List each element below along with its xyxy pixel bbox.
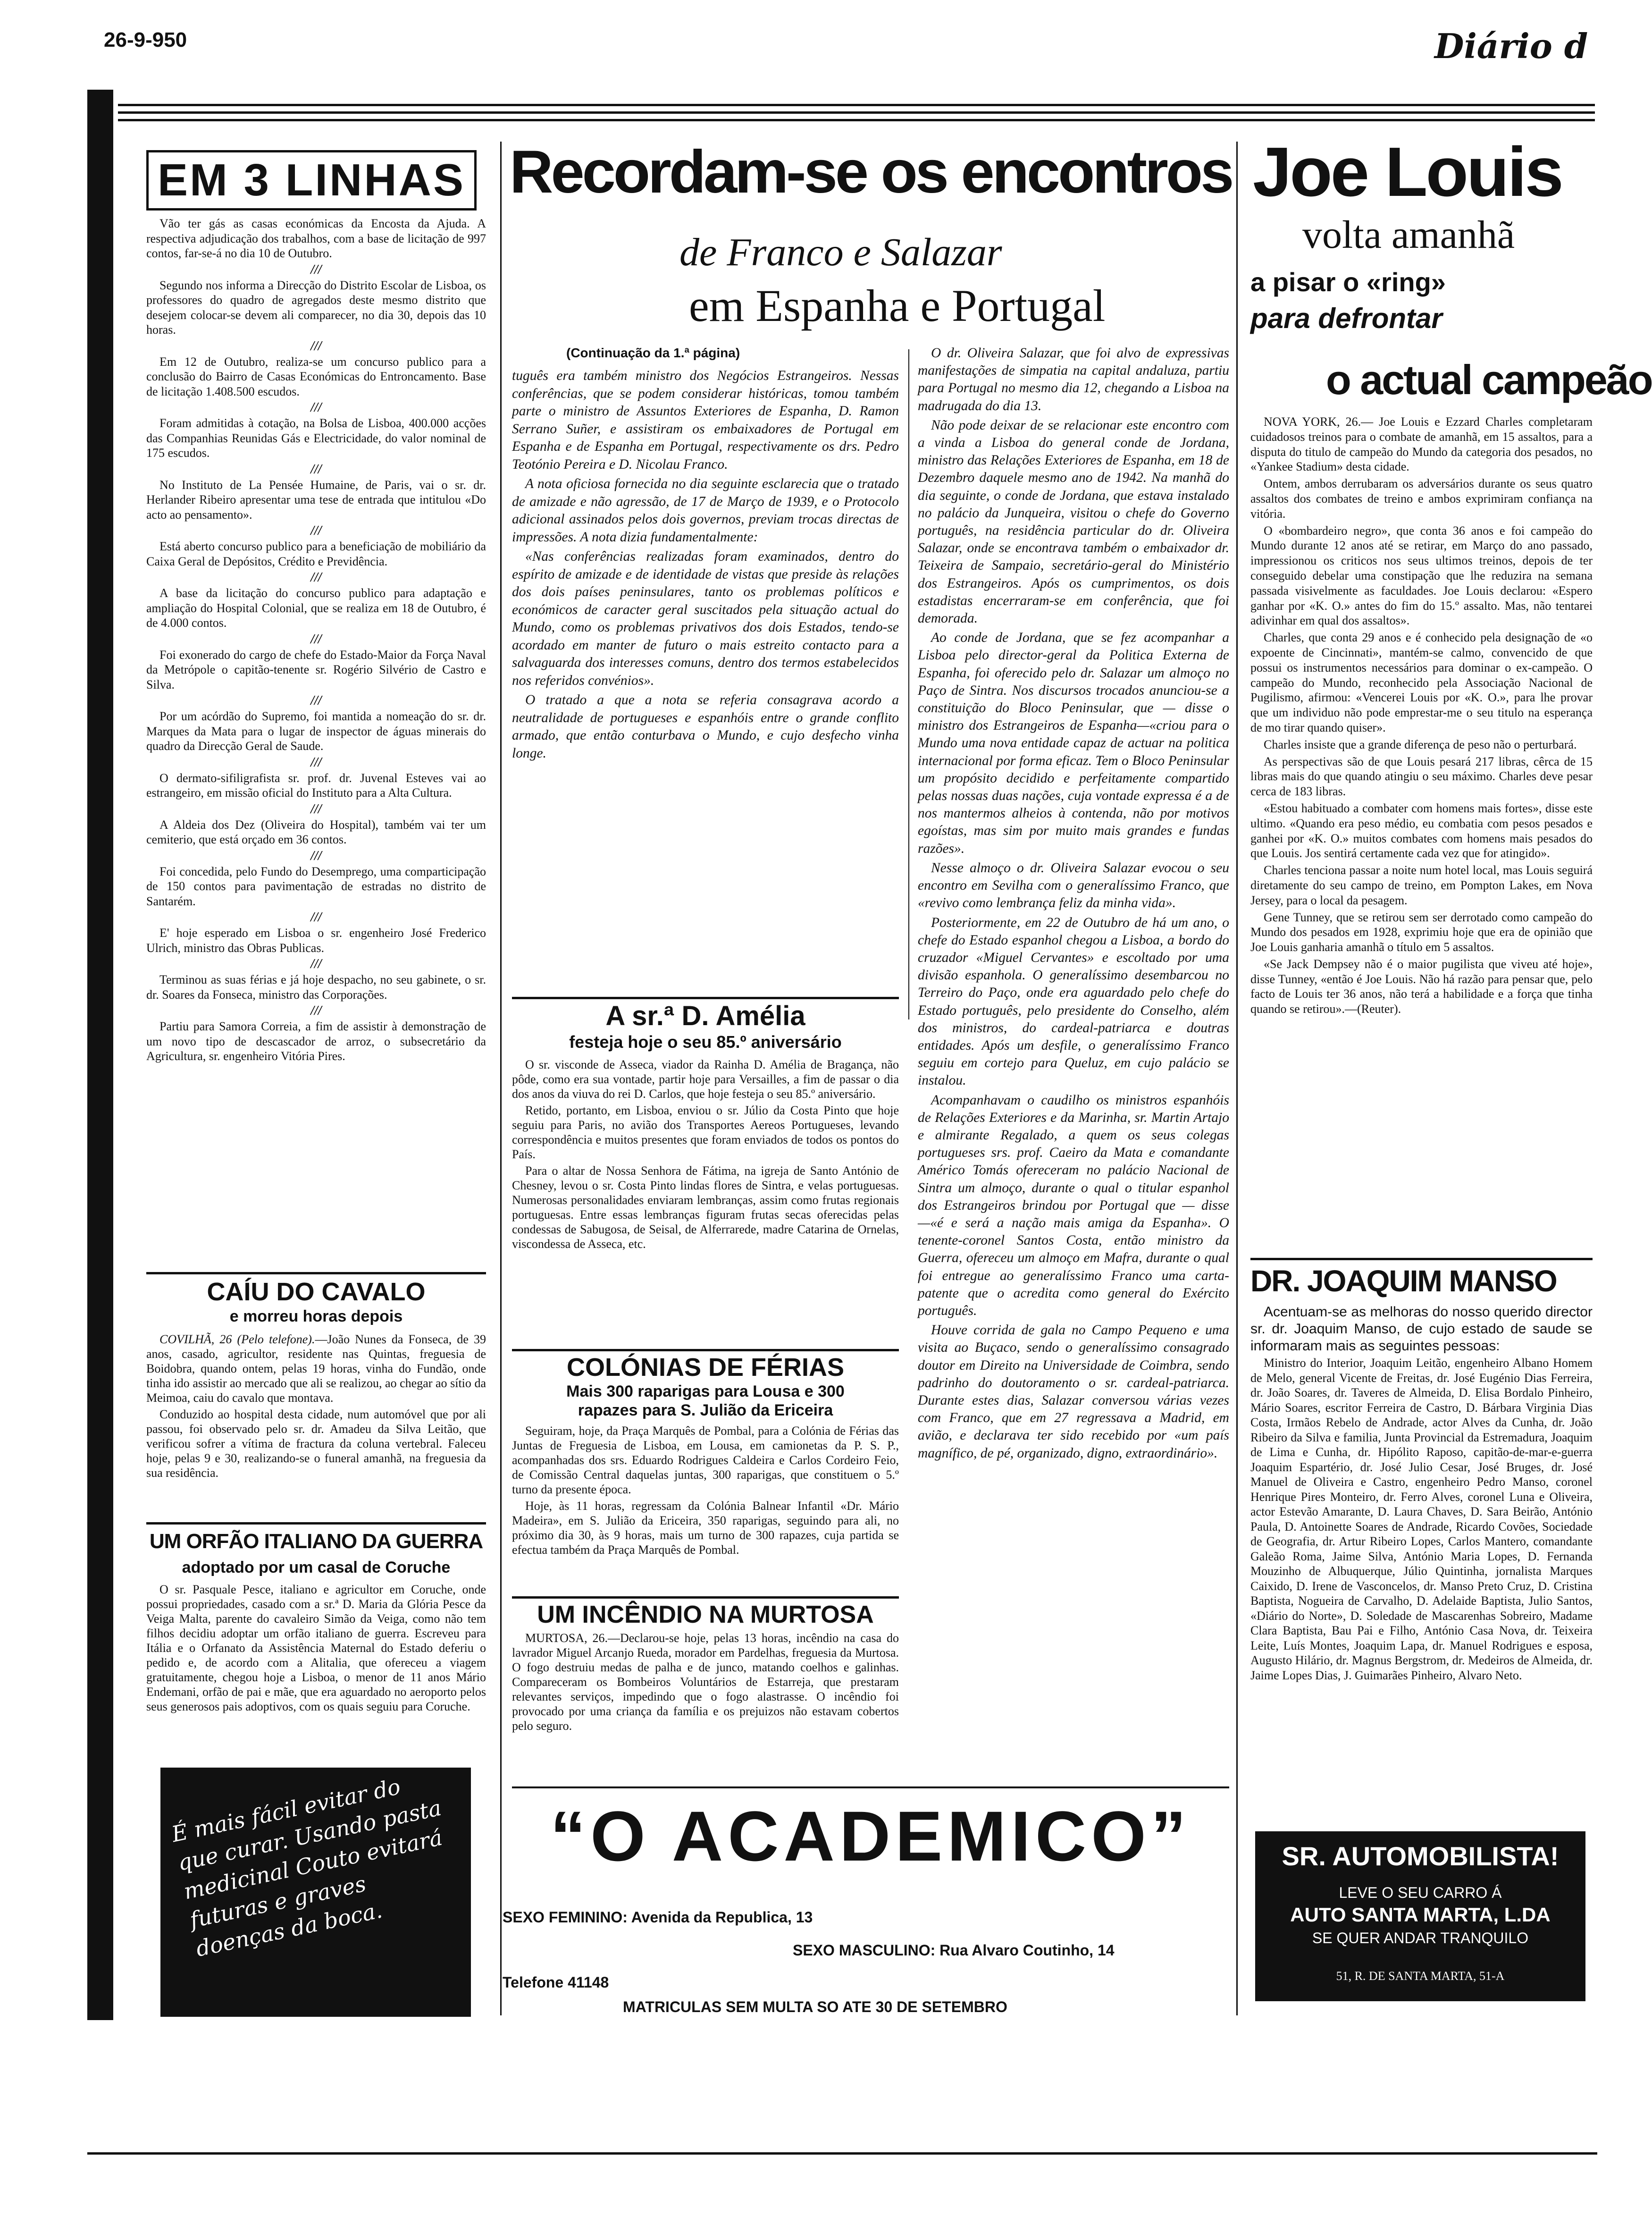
news-item: A base da licitação do concurso publico para adaptação e ampliação do Hospital Colonial, que se realiza em 18 de Outubro, é de 4.000 contos. bbox=[146, 586, 486, 630]
news-item: Por um acórdão do Supremo, foi mantida a nomeação do sr. dr. Marques da Mata para o lugar de inspector de águas minerais do quadro da Direcção Geral de Saude. bbox=[146, 709, 486, 753]
academico-rule-top bbox=[512, 1786, 1229, 1788]
joe-louis-sub-2: a pisar o «ring» bbox=[1250, 267, 1446, 297]
orfao-rule-top bbox=[146, 1522, 486, 1525]
news-item: Segundo nos informa a Direcção do Distrito Escolar de Lisboa, os professores do quadro de agregados deste mesmo distrito que desejem colocar-se devem ali comparecer, no dia 30, depois das 10 horas. bbox=[146, 278, 486, 337]
joe-louis-text-9: Gene Tunney, que se retirou sem ser derrotado como campeão do Mundo dos pesados em 1928, exprimiu hoje que era de opinião que Joe Louis ganharia amanhã o título em 5 assaltos. bbox=[1250, 910, 1593, 954]
news-item: Está aberto concurso publico para a beneficiação de mobiliário da Caixa Geral de Depósitos, Crédito e Previdência. bbox=[146, 539, 486, 568]
separator: /// bbox=[310, 848, 322, 863]
article-b-p2: Não pode deixar de se relacionar este encontro com a vinda a Lisboa do general conde de Jordana, ministro das Relações Exteriores de Espanha, em 18 de Dezembro daquele mesmo ano de 1942. Na manhã do dia seguinte, o conde de Jordana, que estava instalado no palácio da Junqueira, visitou o chefe do Governo português, na residência particular do dr. Oliveira Salazar, onde se encontrava também o embaixador dr. Teixeira de Sampaio, secretário-geral do Ministério dos Estrangeiros. Após os cumprimentos, os dois estadistas encerraram-se em conferência, que foi demorada. bbox=[918, 417, 1229, 626]
separator: /// bbox=[310, 523, 322, 538]
academico-telefone: Telefone 41148 bbox=[503, 1974, 609, 1991]
caiu-dateline: COVILHÃ, 26 (Pelo telefone). bbox=[159, 1332, 315, 1346]
colonias-text-2: Hoje, às 11 horas, regressam da Colónia Balnear Infantil «Dr. Mário Madeira», em S. Julião da Ericeira, 350 raparigas, seguindo para ali, no próximo dia 30, às 9 horas, mais um turno de 300 rapazes, cuja partida se efectua também da Praça Marquês de Pombal. bbox=[512, 1499, 899, 1557]
news-item: Foi exonerado do cargo de chefe do Estado-Maior da Força Naval da Metrópole o capitão-tenente sr. Rogério Silvério de Castro e Silva. bbox=[146, 648, 486, 691]
article-a-p1: tuguês era também ministro dos Negócios Estrangeiros. Nessas conferências, que se podem considerar históricas, tomou também parte o ministro de Assuntos Exteriores de Espanha, D. Ramon Serrano Suñer, e assistiram os embaixadores de Portugal em Espanha e de Espanha em Portugal, respectivamente os drs. Pedro Teotónio Pereira e D. Nicolau Franco. bbox=[512, 368, 899, 472]
news-item: A Aldeia dos Dez (Oliveira do Hospital), também vai ter um cemiterio, que está orçado em 36 contos. bbox=[146, 817, 486, 846]
em-3-linhas-column bbox=[146, 216, 486, 1066]
auto-ad-line-4: 51, R. DE SANTA MARTA, 51-A bbox=[1336, 1969, 1505, 1983]
joe-louis-text-5: Charles insiste que a grande diferença de peso não o perturbará. bbox=[1264, 737, 1577, 751]
academico-feminino: SEXO FEMININO: Avenida da Republica, 13 bbox=[503, 1909, 813, 1926]
amelia-text-1: O sr. visconde de Asseca, viador da Rainha D. Amélia de Bragança, não pôde, como era sua vontade, partir hoje para Versailles, a fim de passar o dia dos anos da viuva do rei D. Carlos, que hoje festeja o seu 85.º aniversário. bbox=[512, 1058, 899, 1101]
em-3-linhas-header bbox=[146, 150, 477, 211]
academico-masculino: SEXO MASCULINO: Rua Alvaro Coutinho, 14 bbox=[793, 1942, 1115, 1959]
academico-title: “O ACADEMICO” bbox=[550, 1796, 1191, 1876]
separator: /// bbox=[310, 1003, 322, 1018]
article-b-p6: Acompanhavam o caudilho os ministros espanhóis de Relações Exteriores e da Marinha, sr. Martin Artajo e almirante Regalado, a quem os seus colegas portugueses srs. prof. Caeiro da Mata e comandante Américo Tomás ofereceram no palácio Nacional de Sintra um almoço, durante o qual o titular espanhol dos Estrangeiros brindou por Portugal que — disse—«é e será a nação mais amiga da Espanha». O tenente-coronel Santos Costa, então ministro da Guerra, ofereceu um almoço em Mafra, durante o qual foi entregue ao generalíssimo Franco uma carta-patente que o acredita como general do Exército português. bbox=[918, 1092, 1229, 1318]
manso-intro-text: Acentuam-se as melhoras do nosso querido director sr. dr. Joaquim Manso, de cujo estado de saude se informaram mais as seguintes pessoas: bbox=[1250, 1304, 1593, 1354]
article-b-p5: Posteriormente, em 22 de Outubro de há um ano, o chefe do Estado espanhol chegou a Lisboa, a bordo do cruzador «Miguel Cervantes» e escoltado por uma divisão espanhola. O generalíssimo desembarcou no Terreiro do Paço, onde era aguardado pelo chefe do Estado português, pelo presidente do Conselho, além dos ministros, do cardeal-patriarca e doutras entidades. Após um desfile, o generalíssimo Franco seguiu em cortejo para Queluz, em cujo palácio se instalou. bbox=[918, 915, 1229, 1088]
left-margin-bar bbox=[87, 90, 113, 2020]
page-date: 26-9-950 bbox=[104, 28, 187, 51]
article-b-p3: Ao conde de Jordana, que se fez acompanhar a Lisboa pelo director-geral da Politica Externa de Espanha, foi oferecido pelo dr. Salazar um almoço no Paço de Sintra. Nos discursos trocados anunciou-se a constituição do Bloco Peninsular, que — disse o ministro dos Estrangeiros de Espanha—«criou para o Mundo uma nova entidade capaz de actuar na politica internacional por forma eficaz. Tem o Bloco Peninsular um propósito decidido e perfeitamente compartido pelas nossas duas nações, cuja vontade expressa é a de nos mantermos alheios à contenda, não por motivos egoístas, mas sim por muito mais grandes e fundas razões». bbox=[918, 630, 1229, 856]
news-item: Em 12 de Outubro, realiza-se um concurso publico para a conclusão do Bairro de Casas Económicas do Entroncamento. Base de licitação 1.408.500 escudos. bbox=[146, 354, 486, 398]
main-subhead-2: em Espanha e Portugal bbox=[689, 280, 1106, 331]
amelia-rule-top bbox=[512, 997, 899, 999]
caiu-subtitle: e morreu horas depois bbox=[229, 1307, 403, 1325]
caiu-text: —João Nunes da Fonseca, de 39 anos, casado, agricultor, residente nas Quintas, freguesia de Boidobra, quando ontem, pelas 19 horas, vinha do Fundão, onde tinha ido assistir ao mercado que ali se realizou, ao chegar ao sítio da Meimoa, caiu do cavalo que montava. bbox=[146, 1332, 486, 1405]
main-subhead-1: de Franco e Salazar bbox=[679, 230, 1002, 274]
news-item: Vão ter gás as casas económicas da Encosta da Ajuda. A respectiva adjudicação dos trabalhos, com a base de licitação de 997 contos, far-se-á no dia 10 de Outubro. bbox=[146, 217, 486, 260]
news-item: Partiu para Samora Correia, a fim de assistir à demonstração de um novo tipo de descascador de arroz, o subsecretário da Agricultura, sr. engenheiro Vitória Pires. bbox=[146, 1019, 486, 1063]
news-item: E' hoje esperado em Lisboa o sr. engenheiro José Frederico Ulrich, ministro das Obras Publicas. bbox=[146, 926, 486, 955]
joe-louis-text-3: O «bombardeiro negro», que conta 36 anos e foi campeão do Mundo durante 12 anos até se retirar, em Março do ano passado, impressionou os criticos nos seus ultimos treinos, depois de ter conseguido debelar uma constipação que lhe reduzira na semana passada visivelmente as faculdades. Joe Louis declarou: «Espero ganhar por «K. O.» antes do fim do 15.º assalto. Mas, não tentarei adivinhar em qual dos assaltos». bbox=[1250, 523, 1593, 628]
news-item: Foram admitidas à cotação, na Bolsa de Lisboa, 400.000 acções das Companhias Reunidas Gás e Electricidade, do valor nominal de 175 escudos. bbox=[146, 416, 486, 460]
orfao-body bbox=[146, 1582, 486, 1716]
separator: /// bbox=[310, 462, 322, 477]
bottom-rule bbox=[87, 2152, 1597, 2155]
caiu-body bbox=[146, 1332, 486, 1482]
caiu-rule-top bbox=[146, 1272, 486, 1274]
em-3-linhas-title: EM 3 LINHAS bbox=[157, 155, 466, 205]
news-item: No Instituto de La Pensée Humaine, de Paris, vai o sr. dr. Herlander Ribeiro apresentar uma tese de entrada que intitulou «Do acto ao pensamento». bbox=[146, 478, 486, 522]
news-item: Foi concedida, pelo Fundo do Desemprego, uma comparticipação de 150 contos para pavimentação de estradas no distrito de Santarém. bbox=[146, 864, 486, 908]
manso-list: Ministro do Interior, Joaquim Leitão, engenheiro Albano Homem de Melo, general Vicente de Freitas, dr. José Eugénio Dias Ferreira, dr. João Soares, dr. Taveres de Almeida, D. Elisa Bordalo Pinheiro, Mário Soares, escritor Ferreira de Castro, D. Bárbara Virginia Dias Costa, Irmãos Rebelo de Andrade, actor Alves da Cunha, dr. João Ribeiro da Silva e familia, Junta Provincial da Estremadura, Joaquim de Lima e Cunha, dr. Hipólito Raposo, capitão-de-mar-e-guerra Joaquim Espartério, dr. José Julio Cesar, José Bruges, dr. José Manuel de Oliveira e Castro, engenheiro Pedro Manso, coronel Henrique Pires Monteiro, dr. Ferro Alves, coronel Luna e Oliveira, actor Estevão Amarante, D. Laura Chaves, D. Sara Beirão, António Paula, D. Antoinette Soares de Andrade, Ricardo Covões, Sociedade de Geografia, dr. Artur Ribeiro Lopes, Carlos Mantero, comandante Galeão Roma, Jaime Silva, António Maria Lopes, D. Fernanda Mouzinho de Albuquerque, Júlio Quintinha, jornalista Marques Caixido, D. Irene de Vasconcelos, dr. Manso Preto Cruz, D. Cristina Baptista, Nogueira de Carvalho, D. Adelaide Baptista, Julio Santos, «Diário do Norte», D. Soledade de Mascarenhas Sobreiro, Madame Clara Baptista, Bau Pai e Filho, António Casa Nova, dr. Teixeira Leite, Luís Montes, Joaquim Lapa, dr. Manuel Rodrigues e esposa, Augusto Hilário, dr. Magnus Bergstrom, dr. Medeiros de Almeida, dr. Jaime Lopes Dias, J. Guimarães Pinheiro, Alvaro Neto. bbox=[1250, 1356, 1593, 1682]
amelia-title: A sr.ª D. Amélia bbox=[605, 1001, 805, 1031]
manso-rule-top bbox=[1250, 1258, 1593, 1260]
joe-louis-headline: Joe Louis bbox=[1253, 133, 1562, 211]
caiu-title: CAÍU DO CAVALO bbox=[207, 1278, 426, 1306]
amelia-subtitle: festeja hoje o seu 85.º aniversário bbox=[569, 1032, 842, 1052]
column-rule-right bbox=[1236, 142, 1238, 2015]
incendio-rule-top bbox=[512, 1596, 899, 1599]
joe-louis-text-10: «Se Jack Dempsey não é o maior pugilista que viveu até hoje», disse Tunney, «então é Joe Louis. Não há razão para pensar que, pelo facto de Louis ter 36 anos, não terá a habilidade e a força que tinha quando se retirou».—(Reuter). bbox=[1250, 957, 1593, 1016]
amelia-body bbox=[512, 1057, 899, 1253]
orfao-title: UM ORFÃO ITALIANO DA GUERRA bbox=[149, 1530, 483, 1553]
separator: /// bbox=[310, 400, 322, 415]
masthead-title: Diário d bbox=[1434, 26, 1588, 66]
separator: /// bbox=[310, 338, 322, 354]
pasta-couto-ad bbox=[160, 1768, 471, 2017]
joe-louis-text-8: Charles tenciona passar a noite num hotel local, mas Louis seguirá diretamente do seu campo de treino, em Pompton Lakes, em Nova Jersey, para o local da pesagem. bbox=[1250, 863, 1593, 907]
incendio-text: MURTOSA, 26.—Declarou-se hoje, pelas 13 horas, incêndio na casa do lavrador Miguel Arcanjo Rueda, morador em Pardelhas, freguesia da Murtosa. O fogo destruiu medas de palha e de junco, matando coelhos e galinhas. Compareceram os Bombeiros Voluntários de Estarreja, que prestaram relevantes serviços, impedindo que o fogo alastrasse. O incêndio foi provocado por uma criança da família e os prejuizos não estavam cobertos pelo seguro. bbox=[512, 1631, 899, 1733]
colonias-title: COLÓNIAS DE FÉRIAS bbox=[566, 1353, 845, 1382]
auto-ad-title: SR. AUTOMOBILISTA! bbox=[1282, 1841, 1559, 1871]
article-b-p7: Houve corrida de gala no Campo Pequeno e uma visita ao Buçaco, sendo o generalíssimo consagrado doutor em Direito na Universidade de Coimbra, sendo padrinho do doutoramento o sr. cardeal-patriarca. Durante estes dias, Salazar conversou várias vezes com Franco, que em 27 regressava a Madrid, em avião, e declarava ter sido recebido por «um país magnífico, de pé, organizado, digno, extraordinário». bbox=[918, 1323, 1229, 1461]
joe-louis-body bbox=[1250, 414, 1593, 1019]
top-rule-2 bbox=[118, 111, 1595, 114]
main-headline: Recordam-se os encontros bbox=[510, 138, 1232, 206]
incendio-title: UM INCÊNDIO NA MURTOSA bbox=[537, 1601, 874, 1628]
separator: /// bbox=[310, 570, 322, 585]
separator: /// bbox=[310, 632, 322, 647]
separator: /// bbox=[310, 957, 322, 971]
orfao-subtitle: adoptado por um casal de Coruche bbox=[182, 1558, 451, 1576]
joe-louis-text-2: Ontem, ambos derrubaram os adversários durante os seus quatro assaltos dos combates de treino e ambos exprimiram confiança na vitória. bbox=[1250, 477, 1593, 521]
article-a-p4: O tratado a que a nota se referia consagrava acordo a neutralidade de portugueses e espanhóis entre o grande conflito armado, que então conturbava o Mundo, e cujo desfecho vinha longe. bbox=[512, 692, 899, 761]
colonias-text-1: Seguiram, hoje, da Praça Marquês de Pombal, para a Colónia de Férias das Juntas de Freguesia de Lisboa, em Lousa, em camionetas da P. S. P., acompanhadas dos srs. Eduardo Rodrigues Caldeira e Carlos Cordeiro Feio, de Comissão Central daquelas juntas, 300 raparigas, que constituem o 5.º turno da presente época. bbox=[512, 1424, 899, 1496]
column-rule-left bbox=[500, 142, 502, 2015]
auto-ad-line-3: SE QUER ANDAR TRANQUILO bbox=[1312, 1929, 1529, 1946]
joe-louis-text-4: Charles, que conta 29 anos e é conhecido pela designação de «o expoente de Cincinnati», mantém-se calmo, convencido de que possui os instrumentos necessários para dominar o ex-campeão. O campeão do Mundo, reconhecido pela Associação Nacional de Pugilismo, afirmou: «Vencerei Louis por «K. O.», para lhe provar que um individuo não pode emprestar-me o seu titulo na esperança de mo tirar quando quiser». bbox=[1250, 631, 1593, 734]
article-a-p3: «Nas conferências realizadas foram examinados, dentro do espírito de amizade e de identidade de vistas que preside às relações dos dois países peninsulares, tanto os problemas políticos e económicos de caracter geral suscitados pela situação actual do Mundo, como os problemas privativos dos dois Estados, tendo-se acordado em manter de futuro o mais estreito contacto para a salvaguarda dos interesses comuns, dentro dos termos estabelecidos nos referidos convénios». bbox=[512, 549, 899, 688]
manso-title: DR. JOAQUIM MANSO bbox=[1250, 1264, 1557, 1298]
article-col-a bbox=[512, 367, 899, 764]
news-item: Terminou as suas férias e já hoje despacho, no seu gabinete, o sr. dr. Soares da Fonseca, ministro das Corporações. bbox=[146, 973, 486, 1002]
manso-intro bbox=[1250, 1304, 1593, 1356]
colonias-subtitle-1: Mais 300 raparigas para Lousa e 300 bbox=[566, 1382, 845, 1400]
news-item: O dermato-sifiligrafista sr. prof. dr. Juvenal Esteves vai ao estrangeiro, em missão oficial do Instituto para a Alta Cultura. bbox=[146, 771, 486, 800]
article-b-p4: Nesse almoço o dr. Oliveira Salazar evocou o seu encontro em Sevilha com o generalíssimo Franco, que «revivo como lembrança feliz da minha vida». bbox=[918, 860, 1229, 911]
joe-louis-text-1: NOVA YORK, 26.— Joe Louis e Ezzard Charles completaram cuidadosos treinos para o combate de amanhã, em 15 assaltos, para a disputa do titulo de campeão do Mundo da categoria dos pesados, no «Yankee Stadium» desta cidade. bbox=[1250, 415, 1593, 474]
orfao-text: O sr. Pasquale Pesce, italiano e agricultor em Coruche, onde possui propriedades, casado com a sr.ª D. Maria da Glória Pesce da Veiga Malta, parente do cavaleiro Simão da Veiga, como não tem filhos decidiu adoptar um orfão italiano de guerra. Escreveu para Itália e o Orfanato da Assistência Maternal do Estado deferiu o pedido e, de acordo com a Alitalia, que ofereceu a viagem gratuitamente, chegou hoje a Lisboa, o menor de 11 anos Mário Endemani, orfão de pai e mãe, que era aguardado no aeroporto pelos seus generosos pais adoptivos, com os quais seguiu para Coruche. bbox=[146, 1583, 486, 1713]
top-rule-3 bbox=[118, 119, 1595, 121]
top-rule-1 bbox=[118, 104, 1595, 106]
column-rule-center bbox=[908, 349, 909, 1019]
article-a-p2: A nota oficiosa fornecida no dia seguinte esclarecia que o tratado de amizade e não agressão, de 17 de Março de 1939, e o Protocolo adicional assinados pelos dois governos, previam trocas directas de impressões. A nota dizia fundamentalmente: bbox=[512, 476, 899, 545]
auto-ad-line-2: AUTO SANTA MARTA, L.DA bbox=[1290, 1904, 1551, 1926]
separator: /// bbox=[310, 755, 322, 770]
pasta-couto-ad-text: É mais fácil evitar do que curar. Usando pasta medicinal Couto evitará futuras e graves doenças da boca. bbox=[169, 1773, 445, 1962]
joe-louis-text-7: «Estou habituado a combater com homens mais fortes», disse este ultimo. «Quando era peso médio, eu combatia com pesos pesados e ganhei por «K. O.» muitos combates com homens mais pesados do que Louis. Jos sentirá certamente cada vez que for atingido». bbox=[1250, 801, 1593, 860]
continuation-note: (Continuação da 1.ª página) bbox=[566, 345, 740, 360]
academico-matriculas: MATRICULAS SEM MULTA SO ATE 30 DE SETEMBRO bbox=[623, 1998, 1007, 2015]
colonias-body bbox=[512, 1424, 899, 1559]
incendio-body bbox=[512, 1631, 899, 1735]
caiu-text-2: Conduzido ao hospital desta cidade, num automóvel que por ali passou, foi observado pelo sr. dr. Amadeu da Silva Leitão, que verificou sofrer a vítima de fractura da coluna vertebral. Faleceu hoje, pelas 9 e 30, realizando-se o funeral amanhã, na freguesia da sua residência. bbox=[146, 1407, 486, 1480]
auto-ad-line-1: LEVE O SEU CARRO Á bbox=[1339, 1884, 1502, 1901]
article-b-p1: O dr. Oliveira Salazar, que foi alvo de expressivas manifestações de simpatia na capital andaluza, partiu para Portugal no mesmo dia 12, chegando a Lisboa na madrugada do dia 13. bbox=[918, 345, 1229, 413]
colonias-subtitle-2: rapazes para S. Julião da Ericeira bbox=[578, 1401, 833, 1419]
auto-santa-marta-ad bbox=[1255, 1831, 1585, 2001]
manso-body bbox=[1250, 1356, 1593, 1685]
colonias-rule-top bbox=[512, 1349, 899, 1351]
amelia-text-2: Retido, portanto, em Lisboa, enviou o sr. Júlio da Costa Pinto que hoje seguiu para Paris, no avião dos Transportes Aereos Portugueses, levando correspondência e muitos presentes que foram enviados de todos os pontos do País. bbox=[512, 1104, 899, 1161]
separator: /// bbox=[310, 801, 322, 817]
separator: /// bbox=[310, 910, 322, 925]
joe-louis-sub-1: volta amanhã bbox=[1302, 213, 1515, 257]
article-col-b bbox=[918, 345, 1229, 1464]
joe-louis-sub-4: o actual campeão bbox=[1326, 356, 1652, 403]
joe-louis-sub-3: para defrontar bbox=[1250, 303, 1442, 334]
separator: /// bbox=[310, 262, 322, 277]
amelia-text-3: Para o altar de Nossa Senhora de Fátima, na igreja de Santo António de Chesney, levou o sr. Costa Pinto lindas flores de Sintra, e velas portuguesas. Numerosas personalidades enviaram lembranças, assim como frutas regionais portuguesas. Entre essas lembranças figuram frutas secas oferecidas pelas condessas de Sabugosa, de Seisal, de Alferrarede, madre Catarina de Ornelas, viscondessa de Asseca, etc. bbox=[512, 1164, 899, 1251]
separator: /// bbox=[310, 693, 322, 708]
joe-louis-text-6: As perspectivas são de que Louis pesará 217 libras, cêrca de 15 libras mais do que quando atingiu o seu máximo. Charles deve pesar cerca de 183 libras. bbox=[1250, 754, 1593, 799]
